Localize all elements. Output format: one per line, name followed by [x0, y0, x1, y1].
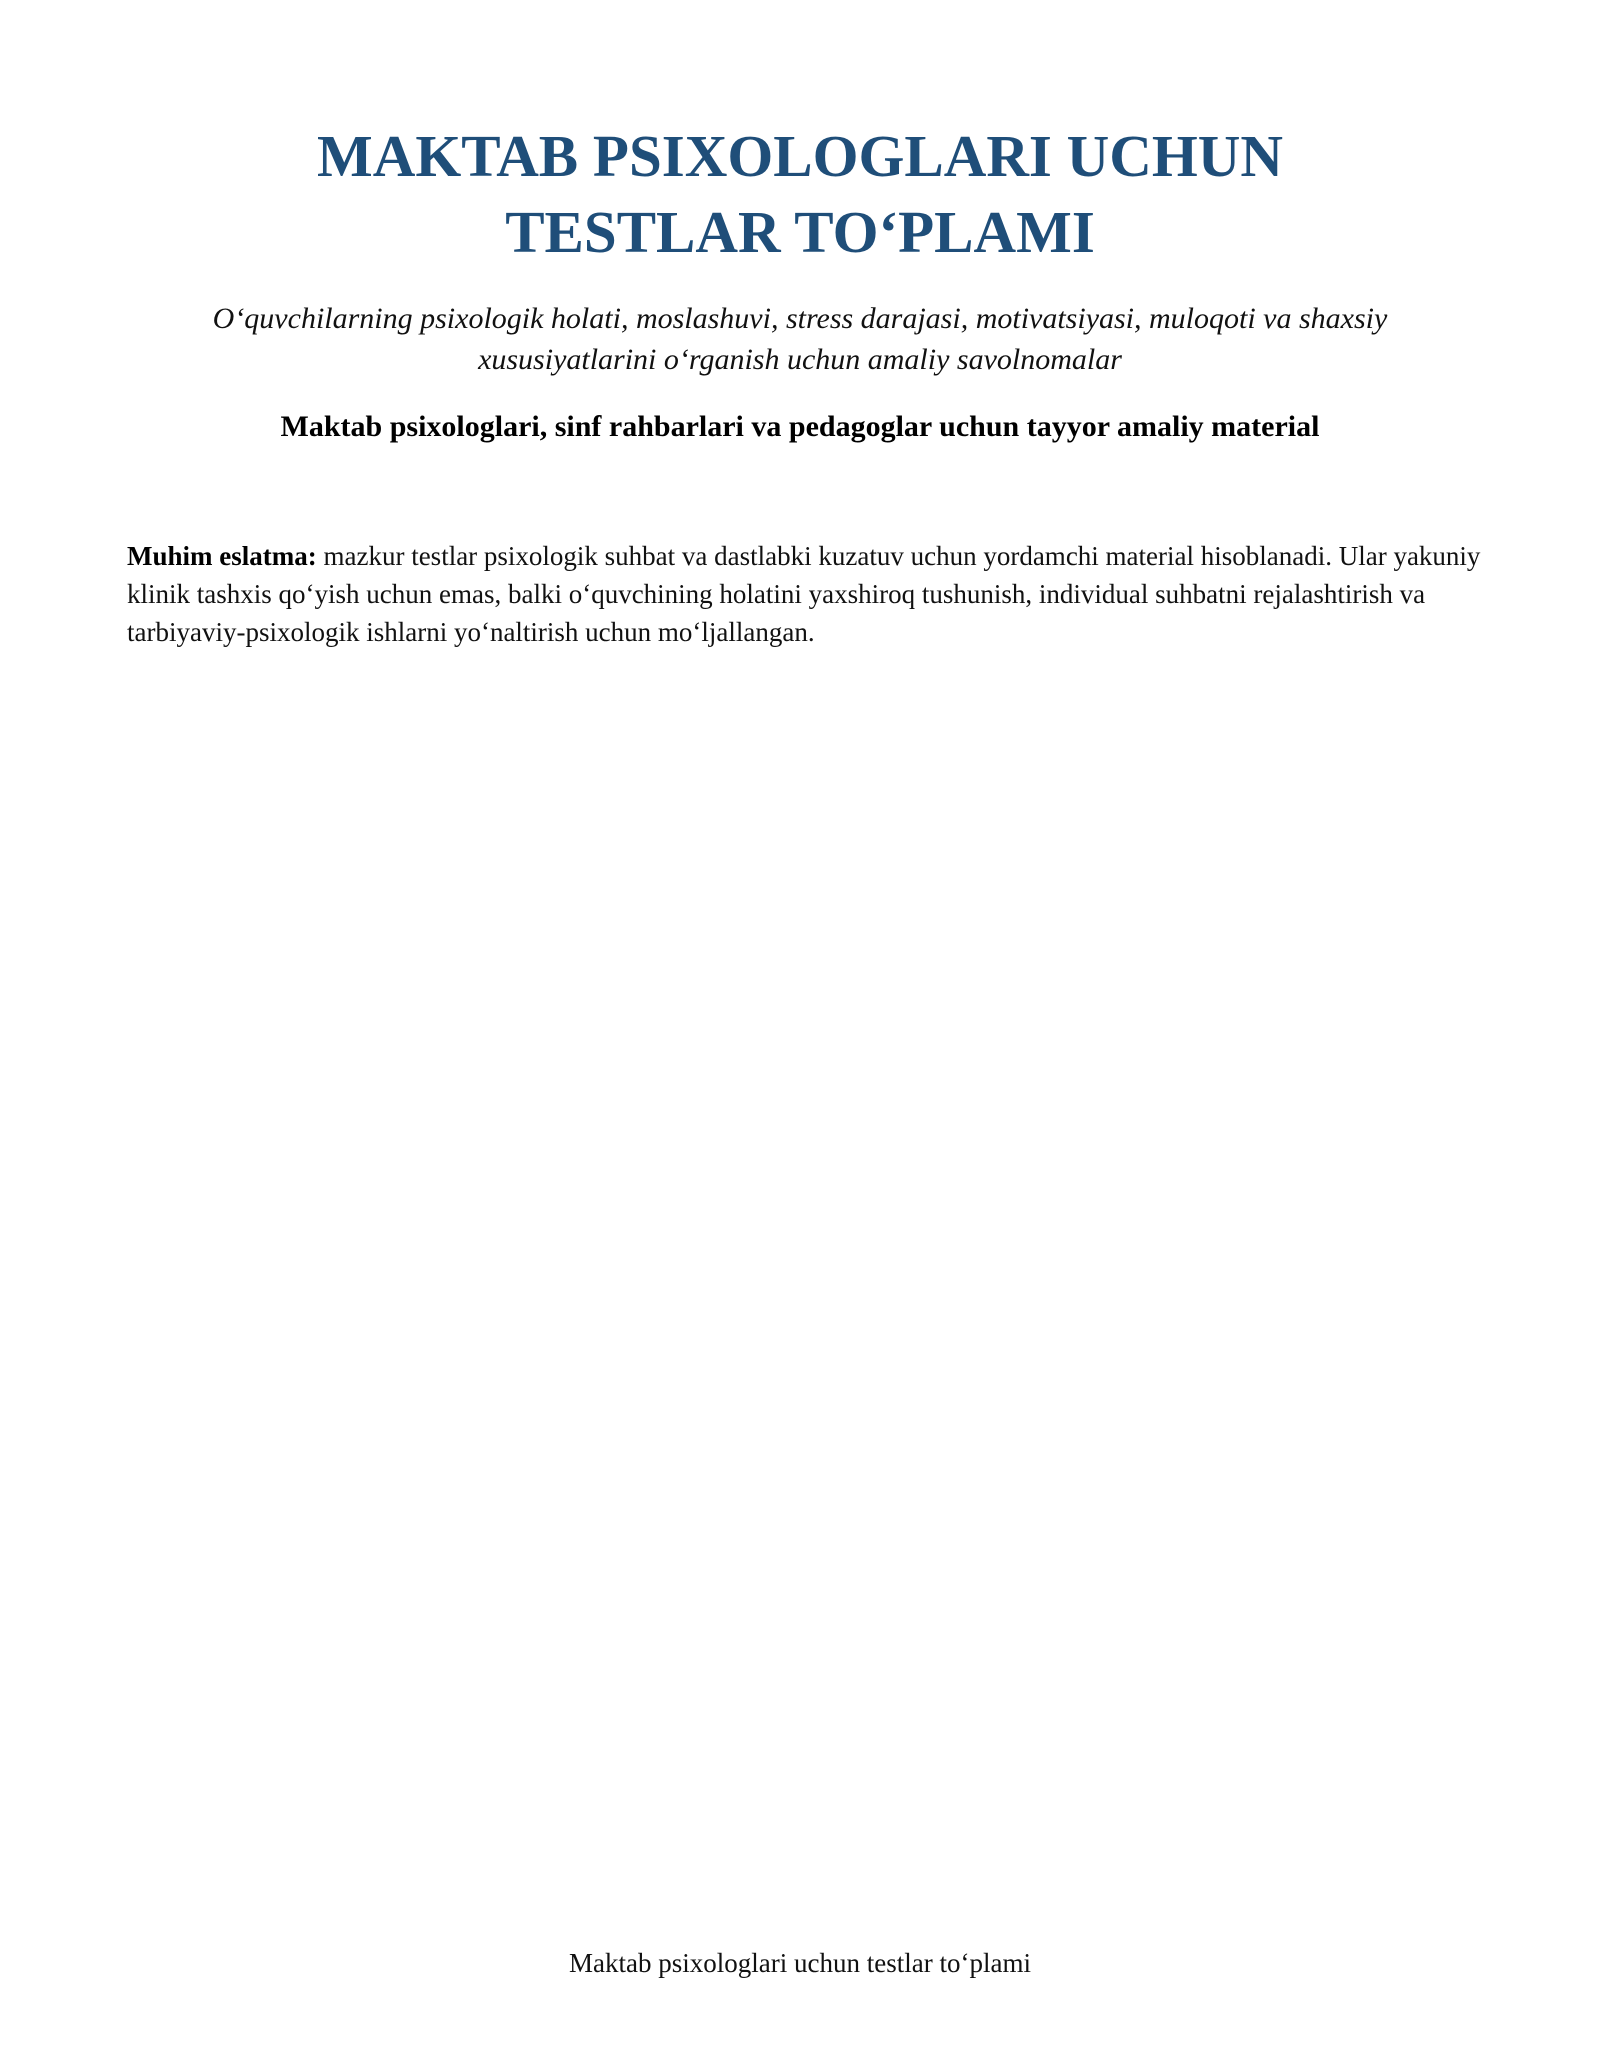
audience-line: Maktab psixologlari, sinf rahbarlari va pedagoglar uchun tayyor amaliy material [280, 410, 1320, 443]
title-line-2: TESTLAR TO‘PLAMI [505, 199, 1095, 265]
note-text: mazkur testlar psixologik suhbat va dastlabki kuzatuv uchun yordamchi material hisoblanadi. Ular yakuniy klinik tashxis qo‘yish uchun emas, balki o‘quvchining holatini yaxshiroq tushunish, individual suhbatni rejalashtirish va tarbiyaviy-psixologik ishlarni yo‘naltirish uchun mo‘ljallangan. [127, 541, 1481, 647]
page-footer: Maktab psixologlari uchun testlar to‘plami [569, 1948, 1031, 1978]
title-line-1: MAKTAB PSIXOLOGLARI UCHUN [317, 123, 1283, 189]
important-note [127, 537, 1487, 651]
document-title [0, 118, 1600, 270]
note-label: Muhim eslatma: [127, 541, 317, 571]
document-subtitle: O‘quvchilarning psixologik holati, moslashuvi, stress darajasi, motivatsiyasi, muloqoti va shaxsiy xususiyatlarini o‘rganish uchun amaliy savolnomalar [212, 302, 1388, 376]
